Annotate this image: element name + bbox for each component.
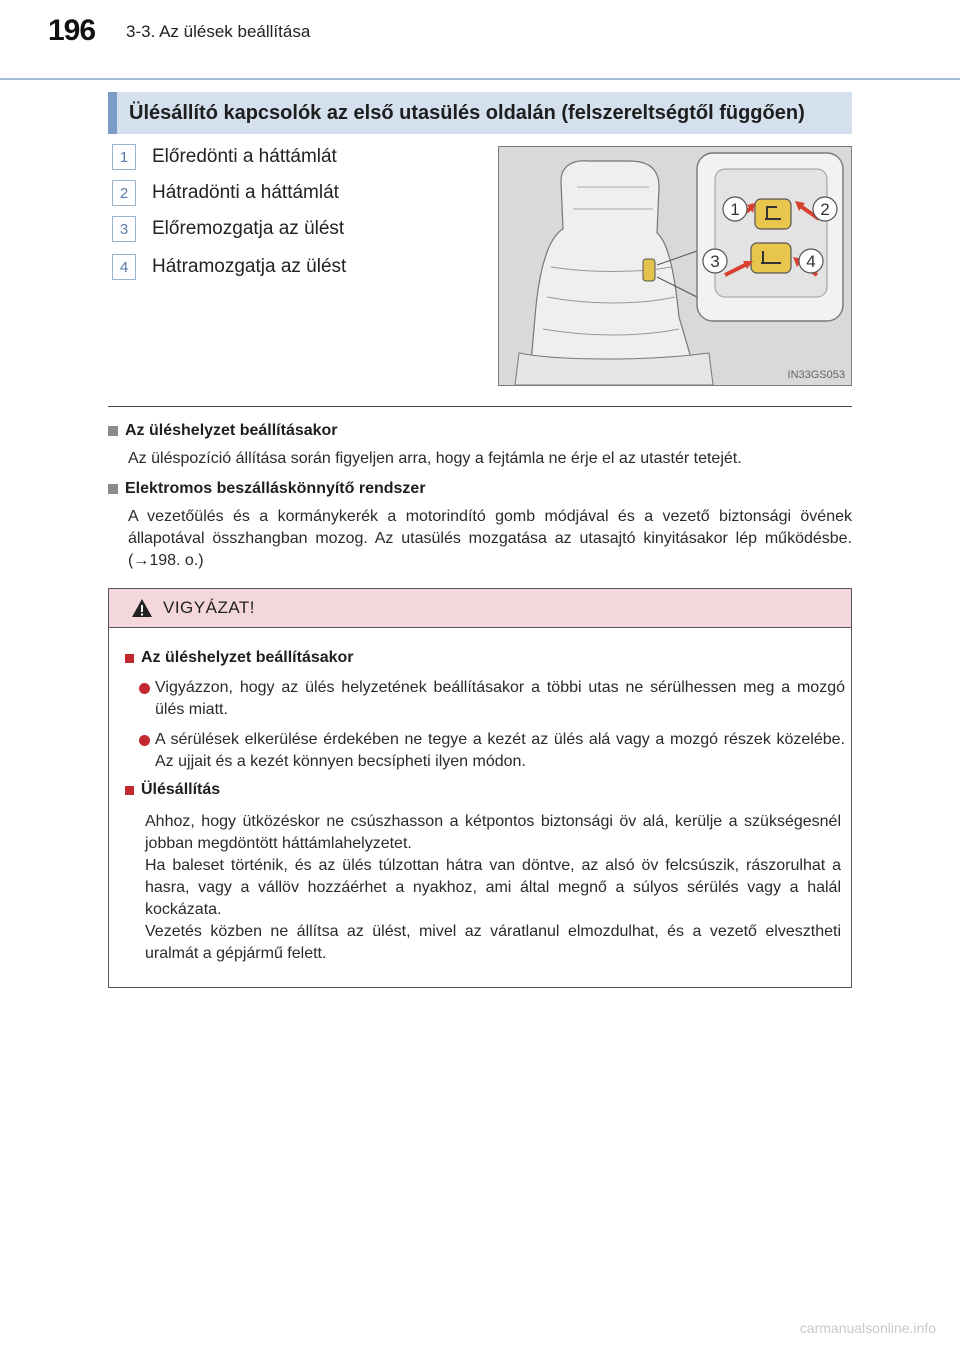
info-body: A vezetőülés és a kormánykerék a motorindító gomb módjával és a vezető biztonsági övének állapotával összhangban mozog. Az utasülés mozgatása az utasajtó kinyitásakor lép működésbe. (→198. o.) [128,508,852,569]
chapter-title: 3-3. Az ülések beállítása [126,22,311,41]
step-text: Előredönti a háttámlát [152,146,337,167]
section-title-bar [108,92,852,134]
step-text: Előremozgatja az ülést [152,218,345,239]
info-block-easy-access [108,480,852,572]
warning-title: VIGYÁZAT! [163,598,256,617]
step-item [112,178,339,208]
warning-bullet: A sérülések elkerülése érdekében ne tegye a kezét az ülés alá vagy a mozgó részek közelébe. Az ujjait és a kezét könnyen becsípheti ilyen módon. [139,729,845,773]
warning-section-heading: Az üléshelyzet beállításakor [125,649,354,667]
red-square-bullet-icon [125,654,134,663]
step-item [112,252,346,282]
gray-square-bullet-icon [108,426,118,436]
red-dot-bullet-icon [139,683,150,694]
step-number: 1 [112,144,136,170]
red-dot-bullet-icon [139,735,150,746]
callout-4: 4 [806,252,816,271]
section-title: Ülésállító kapcsolók az első utasülés oldalán (felszereltségtől függően) [129,101,805,124]
callout-2: 2 [820,200,830,219]
info-heading: Elektromos beszálláskönnyítő rendszer [108,480,852,498]
figure-code: IN33GS053 [787,369,845,381]
step-item [112,142,337,172]
step-text: Hátradönti a háttámlát [152,182,339,203]
warning-triangle-icon [131,598,153,618]
callout-1: 1 [730,200,740,219]
section-divider [108,406,852,407]
callout-3: 3 [710,252,720,271]
step-text: Hátramozgatja az ülést [152,256,347,277]
step-number: 2 [112,180,136,206]
warning-paragraph: Ahhoz, hogy ütközéskor ne csúszhasson a kétpontos biztonsági öv alá, kerülje a szükségesnél jobban megdöntött háttámlahelyzetet. [145,813,841,852]
header-rule [0,78,960,80]
seat-illustration-svg [499,147,851,385]
warning-box [108,588,852,988]
info-block-seat-position [108,422,852,470]
warning-paragraph: Ha baleset történik, és az ülés túlzottan hátra van döntve, az alsó öv felcsúszik, rászorulhat a hasra, vagy a vállöv hozzáérhet a nyakhoz, ami által megnő a súlyos sérülés vagy a halál kockázata. [145,857,841,918]
seat-switch-illustration [498,146,852,386]
warning-bullet: Vigyázzon, hogy az ülés helyzetének beállításakor a többi utas ne sérülhessen meg a mozgó ülés miatt. [139,677,845,721]
warning-paragraph: Vezetés közben ne állítsa az ülést, mivel az váratlanul elmozdulhat, és a vezető elvesztheti uralmát a gépjármű felett. [145,923,841,962]
gray-square-bullet-icon [108,484,118,494]
warning-header [109,589,851,628]
step-item [112,214,344,244]
step-number: 4 [112,254,136,280]
info-body: Az üléspozíció állítása során figyeljen arra, hogy a fejtámla ne érje el az utastér tetejét. [128,450,742,467]
warning-section-heading: Ülésállítás [125,781,220,799]
step-number: 3 [112,216,136,242]
footer-watermark: carmanualsonline.info [799,1320,936,1336]
red-square-bullet-icon [125,786,134,795]
info-heading: Az üléshelyzet beállításakor [108,422,852,440]
page-number: 196 [48,14,96,47]
